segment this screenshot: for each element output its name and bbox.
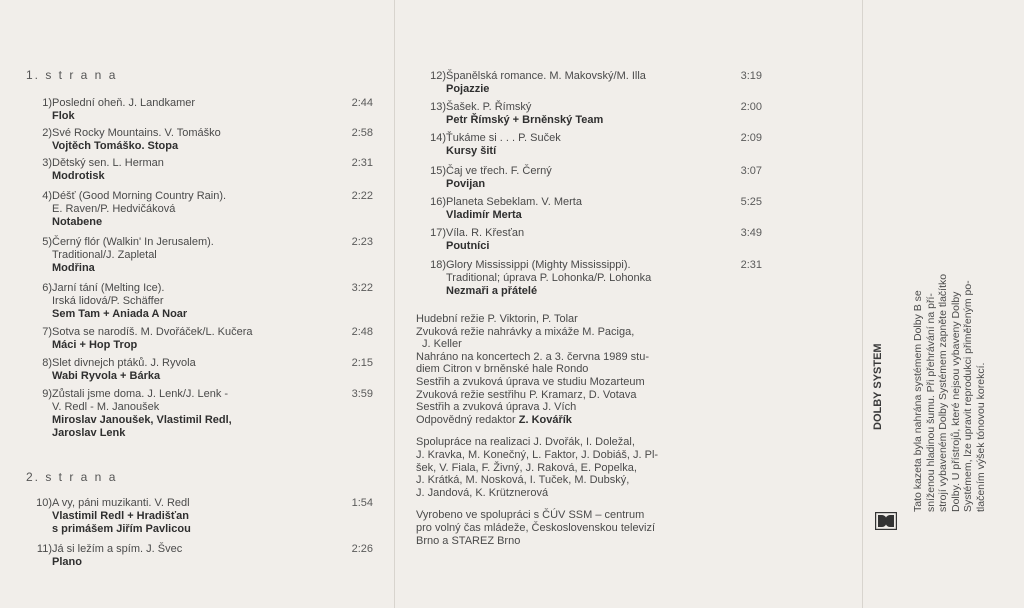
track-number: 9)	[42, 388, 52, 400]
track-number: 3)	[42, 157, 52, 169]
track-entry	[430, 227, 762, 253]
track-credit: V. Redl - M. Janoušek	[52, 401, 160, 413]
track-entry	[42, 388, 373, 440]
track-performer: Máci + Hop Trop	[52, 339, 138, 351]
track-number: 14)	[430, 132, 446, 144]
track-duration: 2:00	[740, 101, 762, 113]
track-duration: 5:25	[740, 196, 762, 208]
track-performer: Poutníci	[446, 240, 490, 252]
track-number: 15)	[430, 165, 446, 177]
editor-prefix: Odpovědný redaktor	[416, 413, 516, 426]
credit-line: Spolupráce na realizaci J. Dvořák, I. Doležal,	[416, 436, 635, 449]
dolby-notice	[912, 132, 987, 512]
track-duration: 2:23	[351, 236, 373, 248]
track-number: 5)	[42, 236, 52, 248]
track-performer: Petr Římský + Brněnský Team	[446, 114, 604, 126]
track-duration: 2:48	[351, 326, 373, 338]
track-duration: 2:58	[351, 127, 373, 139]
credit-line: Brno a STAREZ Brno	[416, 534, 521, 547]
track-credit: Traditional/J. Zapletal	[52, 249, 157, 261]
credit-line: J. Keller	[422, 338, 462, 351]
dolby-notice-line: sníženou hladinou šumu. Při přehrávání na pří-	[924, 293, 937, 512]
track-title: Jarní tání (Melting Ice).	[52, 282, 165, 294]
track-entry	[430, 259, 762, 298]
production-credits	[416, 313, 658, 426]
track-performer: Povijan	[446, 178, 486, 190]
track-title: Slet divnejch ptáků. J. Ryvola	[52, 357, 196, 369]
track-number: 11)	[36, 543, 52, 555]
track-title: Planeta Sebeklam. V. Merta	[446, 196, 582, 208]
track-number: 12)	[430, 70, 446, 82]
cooperation-credits	[416, 436, 658, 499]
track-duration: 1:54	[351, 497, 373, 509]
track-entry	[36, 497, 373, 536]
track-performer: Flok	[52, 110, 75, 122]
track-duration: 2:15	[351, 357, 373, 369]
editor-line	[416, 414, 658, 427]
track-performer: Pojazzie	[446, 83, 490, 95]
track-entry	[42, 127, 373, 153]
track-entry	[430, 196, 762, 222]
dolby-notice-line: Tato kazeta byla nahrána systémem Dolby B se	[912, 290, 924, 512]
track-performer: Vladimír Merta	[446, 209, 522, 221]
track-performer: Miroslav Janoušek, Vlastimil Redl,	[52, 414, 232, 426]
credits-block	[416, 313, 658, 547]
track-number: 4)	[42, 190, 52, 202]
track-performer: Jaroslav Lenk	[52, 427, 126, 439]
track-title: Šašek. P. Římský	[446, 101, 532, 113]
track-performer: s primášem Jiřím Pavlicou	[52, 523, 191, 535]
track-number: 8)	[42, 357, 52, 369]
track-title: A vy, páni muzikanti. V. Redl	[52, 497, 190, 509]
track-number: 7)	[42, 326, 52, 338]
track-title: Ťukáme si . . . P. Suček	[446, 132, 561, 144]
track-title: Déšť (Good Morning Country Rain).	[52, 190, 227, 202]
track-performer: Modřina	[52, 262, 95, 274]
credit-line: pro volný čas mládeže, Československou televizí	[416, 521, 656, 534]
track-duration: 2:26	[351, 543, 373, 555]
track-title: Sotva se narodíš. M. Dvořáček/L. Kučera	[52, 326, 253, 338]
track-title: Dětský sen. L. Herman	[52, 157, 164, 169]
dolby-system-label: DOLBY SYSTEM	[872, 343, 884, 430]
credit-line: Sestřih a zvuková úprava ve studiu Mozarteum	[416, 375, 645, 388]
credit-line: Zvuková režie nahrávky a mixáže M. Paciga,	[416, 325, 635, 338]
track-number: 16)	[430, 196, 446, 208]
track-credit: E. Raven/P. Hedvičáková	[52, 203, 176, 215]
track-title: Poslední oheň. J. Landkamer	[52, 97, 196, 109]
track-performer: Wabi Ryvola + Bárka	[52, 370, 161, 382]
track-entry	[42, 236, 373, 275]
track-title: Španělská romance. M. Makovský/M. Illa	[446, 70, 646, 82]
track-entry	[430, 165, 762, 191]
track-title: Své Rocky Mountains. V. Tomáško	[52, 127, 221, 139]
track-duration: 2:09	[740, 132, 762, 144]
track-number: 17)	[430, 227, 446, 239]
track-credit: Irská lidová/P. Schäffer	[52, 295, 164, 307]
track-duration: 3:49	[740, 227, 762, 239]
credit-line: šek, V. Fiala, F. Živný, J. Raková, E. Popelka,	[416, 461, 637, 474]
credit-line: J. Krátká, M. Nosková, I. Tuček, M. Dubský,	[416, 474, 630, 487]
side-2-heading: 2. s t r a n a	[26, 470, 118, 484]
track-title: Víla. R. Křesťan	[446, 227, 525, 239]
track-performer: Kursy šití	[446, 145, 497, 157]
dolby-double-d-icon	[875, 512, 897, 530]
dolby-notice-line: Dolby. U přístrojů, které nejsou vybaveny Dolby	[949, 291, 962, 512]
credit-line: J. Jandová, K. Krütznerová	[416, 486, 549, 499]
track-entry	[42, 97, 373, 123]
track-title: Čaj ve třech. F. Černý	[446, 165, 552, 177]
track-duration: 3:59	[351, 388, 373, 400]
track-duration: 2:31	[351, 157, 373, 169]
track-performer: Vlastimil Redl + Hradišťan	[52, 510, 190, 522]
credit-line: J. Kravka, M. Konečný, L. Faktor, J. Dobiáš, J. Pl-	[416, 448, 659, 461]
track-entry	[42, 282, 373, 321]
track-entry	[42, 190, 373, 229]
track-entry	[430, 101, 762, 127]
track-entry	[36, 543, 373, 569]
track-entry	[42, 326, 373, 352]
credit-line: Vyrobeno ve spolupráci s ČÚV SSM – centrum	[416, 509, 645, 522]
track-performer: Sem Tam + Aniada A Noar	[52, 308, 188, 320]
side-1-heading: 1. s t r a n a	[26, 68, 118, 82]
track-duration: 2:22	[351, 190, 373, 202]
track-credit: Traditional; úprava P. Lohonka/P. Lohonka	[446, 272, 652, 284]
editor-name: Z. Kovářík	[518, 413, 572, 426]
track-title: Zůstali jsme doma. J. Lenk/J. Lenk -	[52, 388, 229, 400]
track-number: 13)	[430, 101, 446, 113]
track-duration: 3:22	[351, 282, 373, 294]
production-note	[416, 509, 658, 547]
track-duration: 3:07	[740, 165, 762, 177]
track-entry	[430, 132, 762, 158]
track-entry	[42, 357, 373, 383]
credit-line: diem Citron v brněnské hale Rondo	[416, 363, 589, 376]
track-performer: Nezmaři a přátelé	[446, 285, 538, 297]
track-performer: Vojtěch Tomáško. Stopa	[52, 140, 179, 152]
track-performer: Notabene	[52, 216, 103, 228]
dolby-notice-line: tlačením výšek tónovou korekcí.	[974, 362, 987, 512]
credit-line: Zvuková režie sestřihu P. Kramarz, D. Votava	[416, 388, 637, 401]
track-duration: 3:19	[740, 70, 762, 82]
track-number: 10)	[36, 497, 52, 509]
track-entry	[430, 70, 762, 96]
track-performer: Plano	[52, 556, 82, 568]
track-number: 6)	[42, 282, 52, 294]
track-number: 1)	[42, 97, 52, 109]
track-title: Já si ležím a spím. J. Švec	[52, 543, 183, 555]
track-title: Černý flór (Walkin' In Jerusalem).	[52, 236, 214, 248]
dolby-notice-line: strojí vybaveném Dolby Systémem zapněte tlačítko	[937, 273, 949, 512]
track-duration: 2:31	[740, 259, 762, 271]
track-performer: Modrotisk	[52, 170, 105, 182]
track-duration: 2:44	[351, 97, 373, 109]
credit-line: Nahráno na koncertech 2. a 3. června 1989 stu-	[416, 350, 649, 363]
dolby-notice-line: Systémem, lze upravit reprodukci přiměřeným po-	[962, 280, 974, 512]
track-number: 18)	[430, 259, 446, 271]
credit-line: Sestřih a zvuková úprava J. Vích	[416, 401, 577, 414]
track-number: 2)	[42, 127, 52, 139]
credit-line: Hudební režie P. Viktorin, P. Tolar	[416, 313, 578, 325]
track-entry	[42, 157, 373, 183]
track-title: Glory Mississippi (Mighty Mississippi).	[446, 259, 631, 271]
